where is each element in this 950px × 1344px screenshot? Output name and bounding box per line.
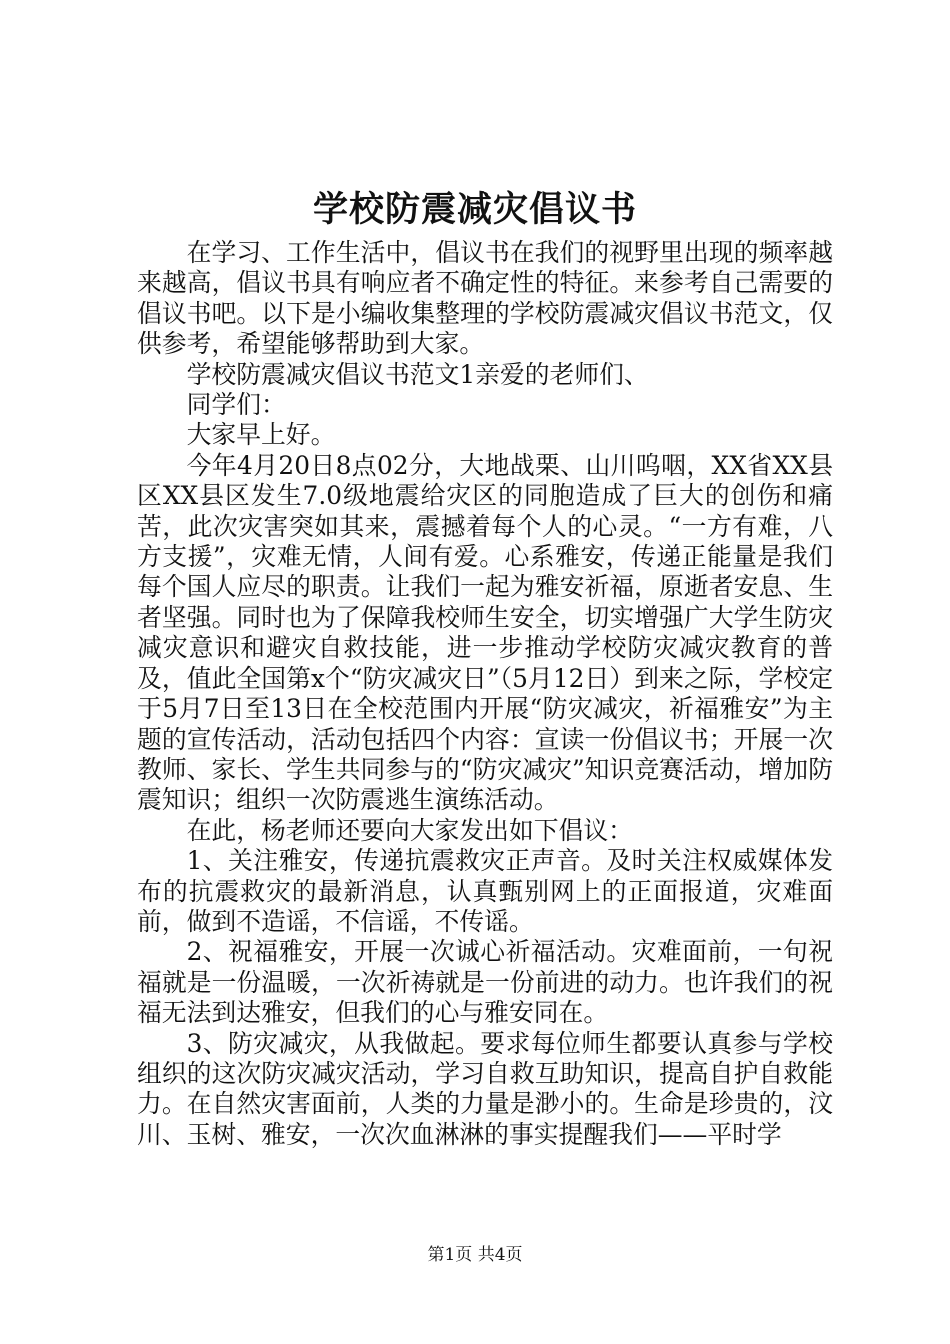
paragraph-background: 今年4月20日8点02分，大地战栗、山川呜咽，XX省XX县区XX县区发生7.0级地震给灾区的同胞造成了巨大的创伤和痛苦，此次灾害突如其来，震撼着每个人的心灵。“一方有难，八方支援”，灾难无情，人间有爱。心系雅安，传递正能量是我们每个国人应尽的职责。让我们一起为雅安祈福，原逝者安息、生者坚强。同时也为了保障我校师生安全，切实增强广大学生防灾减灾意识和避灾自救技能，进一步推动学校防灾减灾教育的普及，值此全国第x个“防灾减灾日”（5月12日）到来之际，学校定于5月7日至13日在全校范围内开展“防灾减灾，祈福雅安”为主题的宣传活动，活动包括四个内容：宣读一份倡议书；开展一次教师、家长、学生共同参与的“防灾减灾”知识竞赛活动，增加防震知识；组织一次防震逃生演练活动。 — [137, 450, 833, 815]
paragraph-salutation: 同学们： — [186, 390, 286, 420]
paragraph-greeting: 大家早上好。 — [186, 420, 336, 450]
paragraph-proposal-2: 2、祝福雅安，开展一次诚心祈福活动。灾难面前，一句祝福就是一份温暖，一次祈祷就是一份前进的动力。也许我们的祝福无法到达雅安，但我们的心与雅安同在。 — [137, 937, 833, 1028]
paragraph-proposal-1: 1、关注雅安，传递抗震救灾正声音。及时关注权威媒体发布的抗震救灾的最新消息，认真甄别网上的正面报道，灾难面前，做到不造谣，不信谣，不传谣。 — [137, 846, 833, 936]
page-number-footer: 第1页 共4页 — [427, 1245, 523, 1265]
paragraph-proposal-intro: 在此，杨老师还要向大家发出如下倡议： — [186, 815, 633, 845]
paragraph-sample-heading: 学校防震减灾倡议书范文1亲爱的老师们、 — [186, 359, 649, 389]
document-body — [137, 238, 833, 1150]
paragraph-intro: 在学习、工作生活中，倡议书在我们的视野里出现的频率越来越高，倡议书具有响应者不确定性的特征。来参考自己需要的倡议书吧。以下是小编收集整理的学校防震减灾倡议书范文，仅供参考，希望能够帮助到大家。 — [137, 238, 833, 359]
paragraph-proposal-3: 3、防灾减灾，从我做起。要求每位师生都要认真参与学校组织的这次防灾减灾活动，学习自救互助知识，提高自护自救能力。在自然灾害面前，人类的力量是渺小的。生命是珍贵的，汶川、玉树、雅安，一次次血淋淋的事实提醒我们——平时学 — [137, 1028, 833, 1149]
document-title: 学校防震减灾倡议书 — [312, 189, 637, 230]
